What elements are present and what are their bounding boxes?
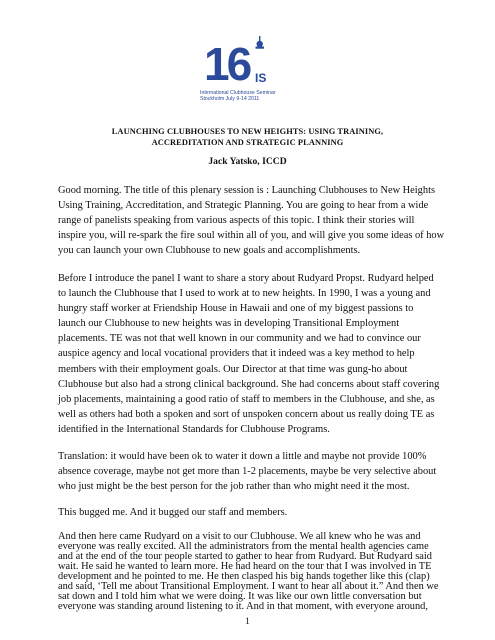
text-line: Using Training, Accreditation, and Strategic Planning. You are going to hear from a wide bbox=[58, 200, 429, 212]
text-line: inspire you, will re-spark the fire soul within all of you, and will give you some ideas of how bbox=[58, 230, 445, 242]
logo-caption bbox=[200, 90, 310, 102]
text-line: members with their employment goals. Our Director at that time was gung-ho about bbox=[58, 363, 408, 375]
paragraph-1 bbox=[58, 183, 450, 258]
paragraph-3 bbox=[58, 449, 450, 494]
text-line: absence coverage, maybe not get more than 1-2 placements, maybe be very selective about bbox=[58, 466, 437, 478]
text-line: This bugged me. And it bugged our staff and members. bbox=[58, 507, 288, 518]
text-line: placements. TE was not that well known in our community and we had to convince our bbox=[58, 333, 421, 345]
logo-caption-line: International Clubhouse Seminar bbox=[200, 90, 276, 96]
text-line: And then here came Rudyard on a visit to our Clubhouse. We all knew who he was and bbox=[58, 531, 421, 542]
text-line: wait. He said he wanted to learn more. He had heard on the tour that I was involved in TE bbox=[58, 561, 432, 572]
text-line: auspice agency and local vocational providers that it indeed was a key method to help bbox=[58, 348, 415, 360]
text-line: Before I introduce the panel I want to share a story about Rudyard Propst. Rudyard helped bbox=[58, 273, 434, 284]
logo-suffix: IS bbox=[255, 71, 267, 85]
text-line: to launch the Clubhouse that I used to work at to new heights. In 1990, I was a young and bbox=[58, 288, 431, 300]
paragraph-2 bbox=[58, 271, 450, 437]
text-line: development and he pointed to me. He then clasped his big hands together like this (clap) bbox=[58, 571, 430, 582]
seminar-logo bbox=[200, 34, 310, 106]
title-line: LAUNCHING CLUBHOUSES TO NEW HEIGHTS: USING TRAINING, bbox=[111, 127, 384, 136]
text-line: everyone was really excited. All the administrators from the mental health agencies came bbox=[58, 541, 429, 552]
paragraph-5 bbox=[58, 532, 450, 612]
logo-number: 16 bbox=[204, 38, 250, 90]
text-line: everyone was standing around listening to it. And in that moment, with everyone around, bbox=[58, 601, 428, 612]
page-number: 1 bbox=[245, 617, 250, 627]
text-line: you can launch your own Clubhouse to new goals and accomplishments. bbox=[58, 245, 361, 257]
paragraph-4 bbox=[58, 505, 450, 520]
author-line: Jack Yatsko, ICCD bbox=[208, 156, 287, 167]
text-line: Good morning. The title of this plenary session is : Launching Clubhouses to New Heights bbox=[58, 185, 436, 196]
text-line: hungry staff worker at Friendship House in Hawaii and one of my biggest passions to bbox=[58, 303, 414, 315]
text-line: who just might be the best person for the job rather than who might need it the most. bbox=[58, 481, 410, 493]
text-line: sat down and I told him what we were doing. It was like our own little conversation but bbox=[58, 591, 422, 602]
logo-caption-line: Stockholm July 9-14 2011 bbox=[200, 96, 260, 102]
logo-graphic bbox=[200, 34, 310, 90]
text-line: and at the end of the tour people started to gather to hear from Rudyard. But Rudyard said bbox=[58, 551, 432, 562]
text-line: well as others had both a spoken and sort of unspoken concern about us really doing TE as bbox=[58, 408, 435, 420]
text-line: Clubhouse but also had a strong clinical background. She had concerns about staff covering bbox=[58, 378, 440, 390]
text-line: Translation: it would have been ok to water it down a little and maybe not provide 100% bbox=[58, 451, 427, 462]
document-title bbox=[60, 126, 435, 148]
crown-icon bbox=[256, 36, 265, 49]
text-line: launch our Clubhouse to new heights was in developing Transitional Employment bbox=[58, 318, 400, 330]
title-line: ACCREDITATION AND STRATEGIC PLANNING bbox=[151, 138, 344, 147]
text-line: job placements, maintaining a good ratio of staff to members in the Clubhouse, and she, as bbox=[58, 393, 435, 405]
text-line: range of panelists speaking from various aspects of this topic. I think their stories will bbox=[58, 215, 415, 227]
text-line: identified in the International Standards for Clubhouse Programs. bbox=[58, 423, 330, 435]
text-line: and said, ‘Tell me about Transitional Employment. I want to hear all about it.” And then we bbox=[58, 581, 439, 592]
